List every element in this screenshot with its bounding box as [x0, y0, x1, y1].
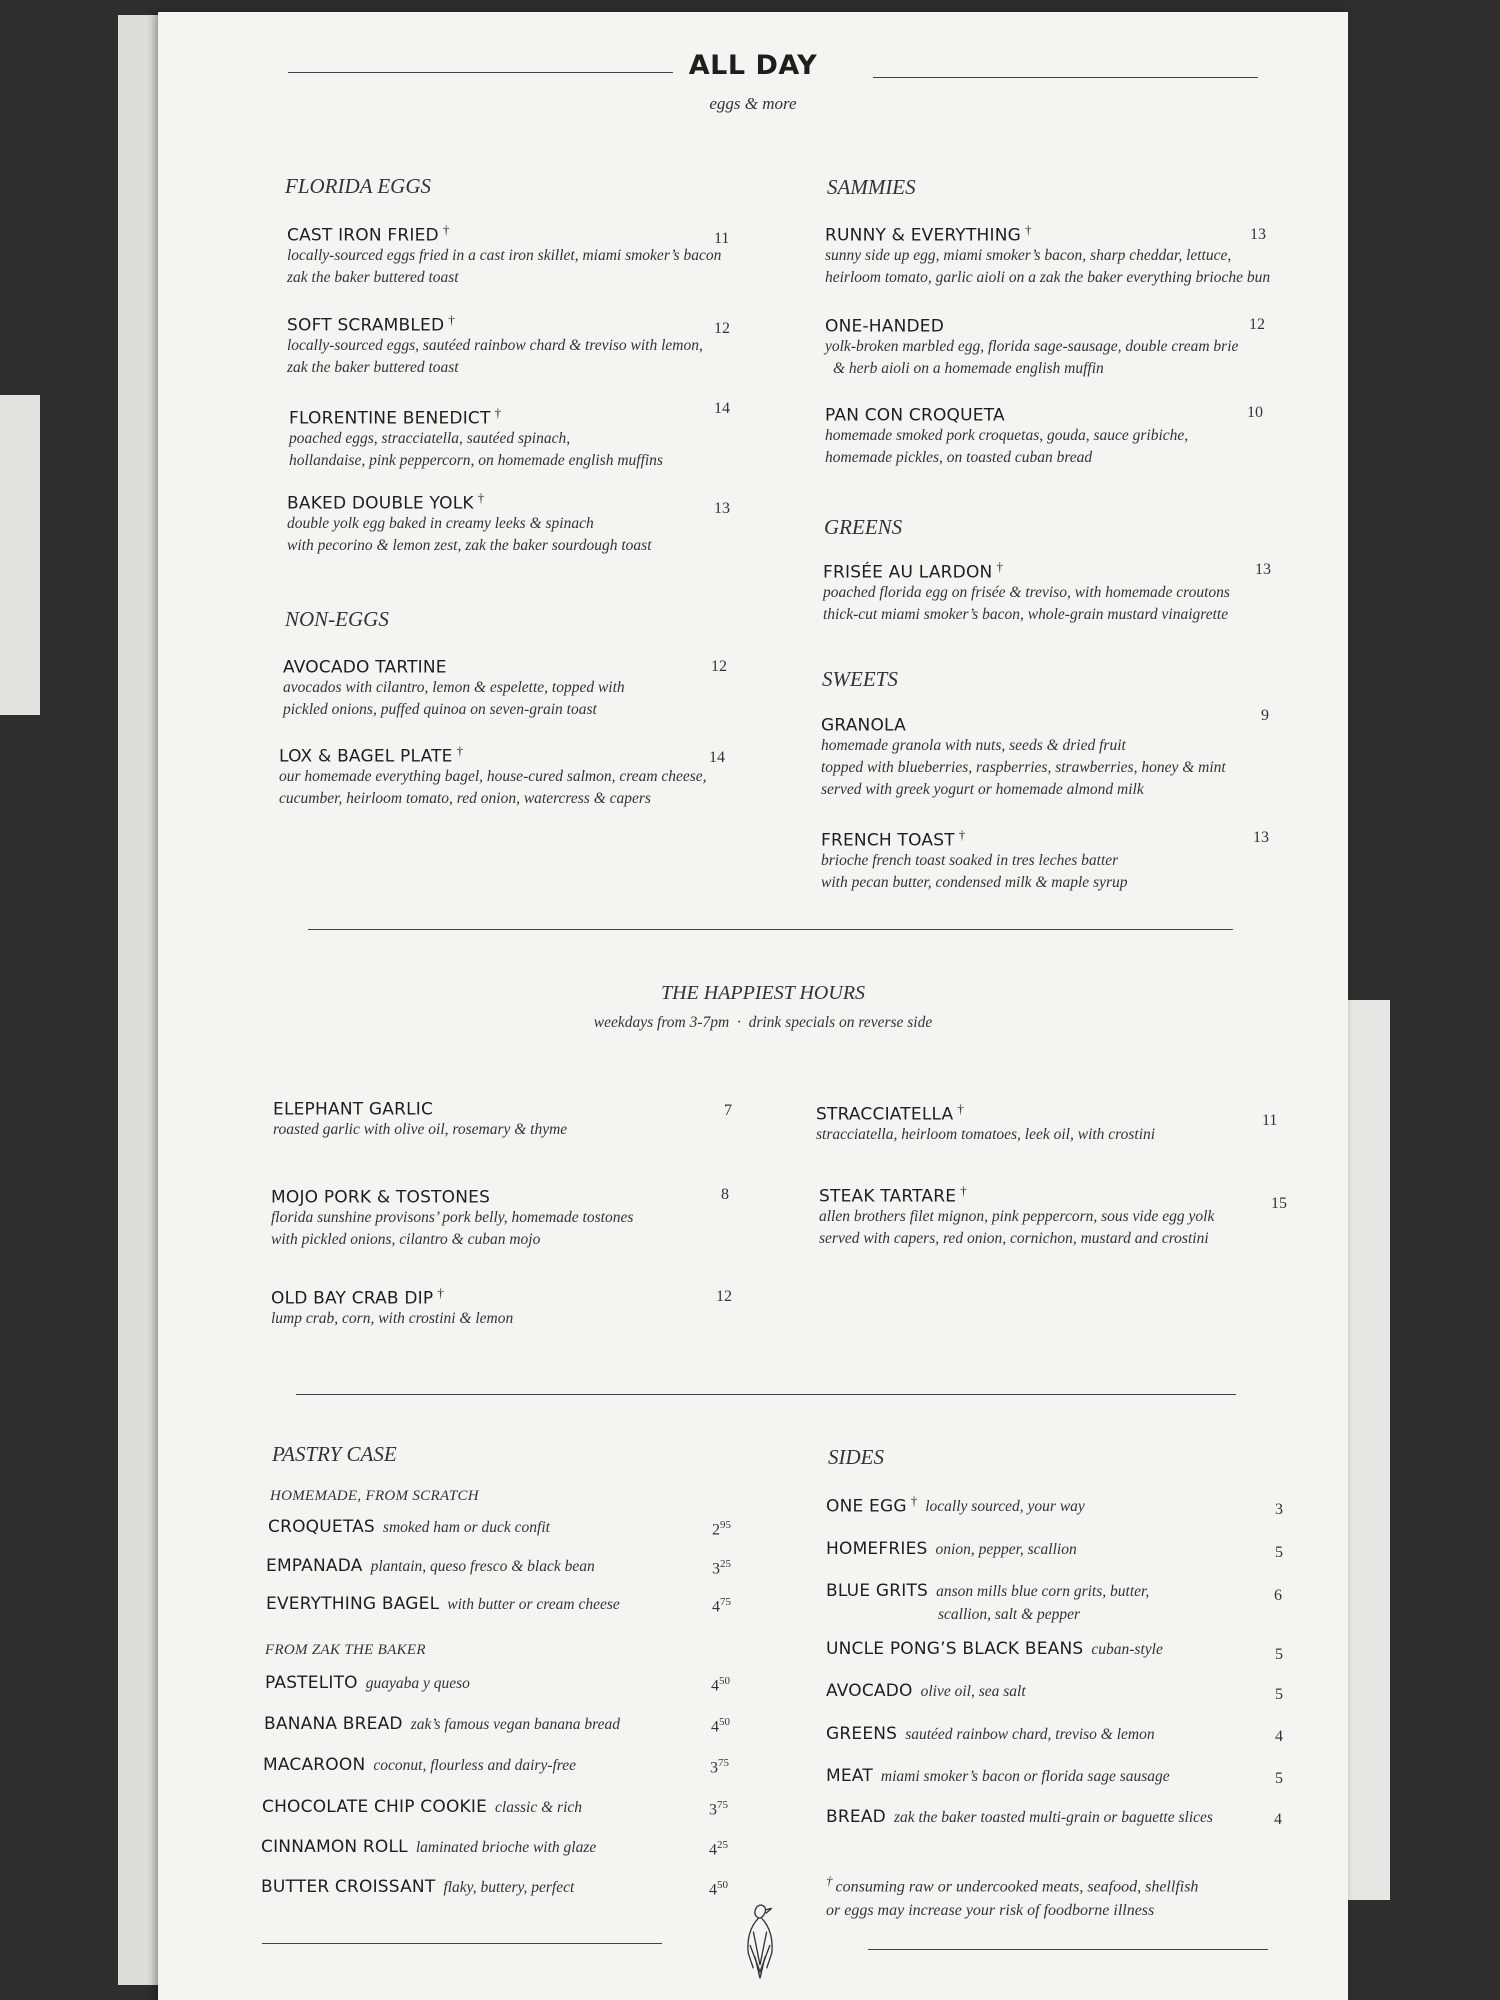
- note-line: consuming raw or undercooked meats, seafood, shellfish: [835, 1878, 1199, 1896]
- menu-item: [825, 222, 1305, 289]
- item-name: MACAROON: [263, 1755, 366, 1775]
- item-description: served with capers, red onion, cornichon, mustard and crostini: [819, 1230, 1209, 1248]
- item-price: 9: [1261, 707, 1269, 724]
- item-description: brioche french toast soaked in tres leches batter: [821, 852, 1119, 870]
- pastry-row: [266, 1556, 595, 1576]
- item-name: GREENS: [826, 1724, 898, 1744]
- item-description: homemade pickles, on toasted cuban bread: [825, 449, 1093, 467]
- side-row: [826, 1766, 1170, 1786]
- item-description: avocados with cilantro, lemon & espelette, topped with: [283, 679, 625, 697]
- menu-item: [283, 654, 723, 721]
- price-cents: 50: [719, 1716, 730, 1728]
- dagger-mark: †: [958, 827, 966, 842]
- item-name: ONE EGG: [826, 1496, 907, 1517]
- pastry-group-label: FROM ZAK THE BAKER: [265, 1642, 426, 1658]
- menu-item: [816, 1101, 1276, 1146]
- pastry-row: [265, 1673, 470, 1693]
- item-description: anson mills blue corn grits, butter,: [936, 1583, 1150, 1600]
- side-row: [826, 1539, 1077, 1559]
- side-row: [826, 1807, 1213, 1827]
- item-description: laminated brioche with glaze: [415, 1839, 597, 1856]
- item-description: homemade granola with nuts, seeds & dried fruit: [821, 737, 1126, 755]
- price-dollars: 3: [712, 1560, 720, 1578]
- item-description: pickled onions, puffed quinoa on seven-grain toast: [283, 701, 597, 719]
- item-price: 10: [1247, 404, 1263, 421]
- pastry-row: [262, 1797, 582, 1817]
- menu-subtitle: eggs & more: [709, 94, 797, 113]
- item-name: STEAK TARTARE: [819, 1186, 957, 1207]
- item-price: 14: [714, 400, 730, 417]
- price-cents: 25: [717, 1839, 728, 1851]
- item-price: [710, 1757, 729, 1777]
- menu-item: [271, 1285, 731, 1330]
- item-price: 5: [1275, 1544, 1283, 1561]
- price-dollars: 4: [711, 1718, 719, 1736]
- item-description: & herb aioli on a homemade english muffin: [833, 360, 1104, 378]
- dagger-mark: †: [448, 312, 455, 327]
- price-dollars: 4: [709, 1841, 717, 1859]
- item-description: double yolk egg baked in creamy leeks & spinach: [287, 515, 594, 533]
- item-description: florida sunshine provisons’ pork belly, homemade tostones: [271, 1209, 634, 1227]
- footer-rule-left: [262, 1943, 662, 1944]
- item-name: EMPANADA: [266, 1556, 363, 1576]
- item-description: with pickled onions, cilantro & cuban mojo: [271, 1231, 541, 1249]
- section-sides: SIDES: [828, 1445, 884, 1469]
- item-name: MEAT: [826, 1766, 873, 1786]
- footer-rule-right: [868, 1949, 1268, 1950]
- item-price: [709, 1799, 728, 1819]
- divider-rule: [296, 1394, 1236, 1395]
- item-name: BUTTER CROISSANT: [261, 1877, 436, 1897]
- item-price: 15: [1271, 1195, 1287, 1212]
- item-description: guayaba y queso: [365, 1675, 470, 1692]
- item-description: lump crab, corn, with crostini & lemon: [271, 1310, 514, 1328]
- item-price: [709, 1879, 728, 1899]
- item-price: 4: [1275, 1728, 1283, 1745]
- menu-item: [279, 743, 739, 810]
- menu-item: [821, 712, 1281, 801]
- section-sweets: SWEETS: [822, 667, 898, 691]
- item-description: olive oil, sea salt: [920, 1683, 1026, 1700]
- price-cents: 75: [720, 1596, 731, 1608]
- item-name: FLORENTINE BENEDICT: [289, 408, 491, 429]
- item-name: BLUE GRITS: [826, 1581, 929, 1601]
- pastry-row: [264, 1714, 620, 1734]
- dagger-mark: †: [957, 1101, 964, 1116]
- item-name: HOMEFRIES: [826, 1539, 928, 1559]
- item-name: CAST IRON FRIED: [287, 225, 439, 246]
- menu-item: [287, 490, 727, 557]
- price-cents: 95: [720, 1519, 731, 1531]
- bird-logo-icon: [735, 1890, 785, 1990]
- price-cents: 75: [718, 1757, 729, 1769]
- dagger-mark: †: [437, 1285, 444, 1300]
- section-florida-eggs: FLORIDA EGGS: [285, 174, 432, 198]
- item-description: hollandaise, pink peppercorn, on homemade english muffins: [289, 452, 663, 470]
- item-price: 12: [711, 658, 727, 675]
- section-greens: GREENS: [824, 515, 903, 539]
- item-name: FRISÉE AU LARDON: [823, 562, 993, 583]
- menu-item: [289, 405, 729, 472]
- item-name: AVOCADO: [826, 1681, 913, 1701]
- item-price: 13: [1253, 829, 1269, 846]
- section-sammies: SAMMIES: [827, 175, 916, 199]
- item-description: cucumber, heirloom tomato, red onion, watercress & capers: [279, 790, 651, 808]
- menu-item: [271, 1184, 731, 1251]
- dagger-mark: †: [1025, 222, 1032, 237]
- item-name: PASTELITO: [265, 1673, 358, 1693]
- item-description: locally-sourced eggs fried in a cast iron skillet, miami smoker’s bacon: [287, 247, 722, 265]
- menu-item: [825, 313, 1265, 380]
- section-happiest-hours: THE HAPPIEST HOURS: [660, 982, 866, 1004]
- item-name: ONE-HANDED: [825, 316, 945, 337]
- item-description: zak’s famous vegan banana bread: [410, 1716, 620, 1733]
- item-name: BAKED DOUBLE YOLK: [287, 493, 474, 514]
- dagger-mark: †: [456, 743, 464, 758]
- item-description: allen brothers filet mignon, pink peppercorn, sous vide egg yolk: [819, 1208, 1215, 1226]
- item-price: 5: [1275, 1646, 1283, 1663]
- item-price: 11: [1262, 1112, 1278, 1129]
- item-description: with pecan butter, condensed milk & maple syrup: [821, 874, 1128, 892]
- price-cents: 50: [719, 1675, 730, 1687]
- item-name: GRANOLA: [821, 715, 906, 736]
- pastry-row: [266, 1594, 620, 1614]
- item-description: locally-sourced eggs, sautéed rainbow chard & treviso with lemon,: [287, 337, 703, 355]
- item-price: 7: [724, 1102, 732, 1119]
- item-name: UNCLE PONG’S BLACK BEANS: [826, 1639, 1084, 1659]
- price-dollars: 4: [712, 1598, 720, 1616]
- item-description: yolk-broken marbled egg, florida sage-sausage, double cream brie: [825, 338, 1239, 356]
- item-price: 8: [721, 1186, 729, 1203]
- item-price: 13: [1255, 561, 1271, 578]
- dagger-mark: †: [494, 405, 502, 420]
- price-dollars: 3: [710, 1759, 718, 1777]
- pastry-row: [261, 1837, 596, 1857]
- side-row: [826, 1681, 1026, 1701]
- item-name: SOFT SCRAMBLED: [287, 315, 445, 336]
- pastry-row: [268, 1517, 550, 1537]
- dagger-mark: †: [826, 1873, 833, 1888]
- price-cents: 25: [720, 1558, 731, 1570]
- side-row: [826, 1581, 1149, 1601]
- item-price: 5: [1275, 1686, 1283, 1703]
- section-non-eggs: NON-EGGS: [285, 607, 389, 631]
- item-description: sautéed rainbow chard, treviso & lemon: [905, 1726, 1155, 1743]
- item-name: FRENCH TOAST: [821, 830, 955, 851]
- paper-stack-left: [0, 395, 40, 715]
- item-name: PAN CON CROQUETA: [825, 405, 1005, 426]
- item-description: with pecorino & lemon zest, zak the baker sourdough toast: [287, 537, 652, 555]
- side-row: [826, 1639, 1163, 1659]
- item-description: onion, pepper, scallion: [935, 1541, 1077, 1558]
- section-pastry-case: PASTRY CASE: [272, 1442, 397, 1466]
- divider-rule: [308, 929, 1233, 930]
- item-price: 12: [716, 1288, 732, 1305]
- item-description: roasted garlic with olive oil, rosemary & thyme: [273, 1121, 568, 1139]
- item-description: our homemade everything bagel, house-cured salmon, cream cheese,: [279, 768, 707, 786]
- item-price: 3: [1275, 1501, 1283, 1518]
- item-description: thick-cut miami smoker’s bacon, whole-grain mustard vinaigrette: [823, 606, 1229, 624]
- price-cents: 50: [717, 1879, 728, 1891]
- menu-title: ALL DAY: [688, 50, 818, 81]
- dagger-mark: †: [477, 490, 485, 505]
- item-name: BANANA BREAD: [264, 1714, 403, 1734]
- side-row: [826, 1493, 1085, 1516]
- item-price: [709, 1839, 728, 1859]
- item-name: CROQUETAS: [268, 1517, 375, 1537]
- menu-item: [273, 1096, 733, 1141]
- item-price: [711, 1716, 730, 1736]
- food-safety-note: [826, 1869, 1198, 1923]
- item-price: 14: [709, 749, 725, 766]
- menu-page: [158, 12, 1348, 2000]
- happy-hours-subheading: weekdays from 3-7pm · drink specials on reverse side: [593, 1014, 933, 1031]
- item-name: RUNNY & EVERYTHING: [825, 225, 1022, 246]
- item-description: classic & rich: [495, 1799, 583, 1816]
- item-name: CHOCOLATE CHIP COOKIE: [262, 1797, 488, 1817]
- item-price: 4: [1274, 1811, 1282, 1828]
- item-name: EVERYTHING BAGEL: [266, 1594, 440, 1614]
- dagger-mark: †: [910, 1493, 918, 1508]
- item-name: MOJO PORK & TOSTONES: [271, 1187, 491, 1208]
- item-description: heirloom tomato, garlic aioli on a zak the baker everything brioche bun: [825, 269, 1271, 287]
- item-description: served with greek yogurt or homemade almond milk: [821, 781, 1144, 799]
- note-line: or eggs may increase your risk of foodborne illness: [826, 1902, 1155, 1920]
- item-description: zak the baker buttered toast: [287, 269, 459, 287]
- menu-item: [819, 1183, 1279, 1250]
- price-cents: 75: [717, 1799, 728, 1811]
- dagger-mark: †: [960, 1183, 967, 1198]
- side-row: [826, 1724, 1155, 1744]
- item-description: miami smoker’s bacon or florida sage sausage: [880, 1768, 1170, 1785]
- pastry-group-label: HOMEMADE, FROM SCRATCH: [270, 1488, 479, 1504]
- price-dollars: 4: [709, 1881, 717, 1899]
- pastry-row: [261, 1877, 574, 1897]
- item-name: CINNAMON ROLL: [261, 1837, 408, 1857]
- item-name: OLD BAY CRAB DIP: [271, 1288, 434, 1309]
- dagger-mark: †: [996, 559, 1003, 574]
- item-description: homemade smoked pork croquetas, gouda, sauce gribiche,: [825, 427, 1189, 445]
- pastry-row: [263, 1755, 576, 1775]
- item-description: plantain, queso fresco & black bean: [370, 1558, 595, 1575]
- price-dollars: 4: [711, 1677, 719, 1695]
- item-price: [712, 1558, 731, 1578]
- menu-item: [825, 402, 1265, 469]
- item-description: with butter or cream cheese: [447, 1596, 620, 1613]
- item-description: topped with blueberries, raspberries, strawberries, honey & mint: [821, 759, 1226, 777]
- price-dollars: 3: [709, 1801, 717, 1819]
- price-dollars: 2: [712, 1521, 720, 1539]
- item-price: 13: [1250, 226, 1266, 243]
- item-name: LOX & BAGEL PLATE: [279, 746, 453, 767]
- item-description: cuban-style: [1091, 1641, 1163, 1658]
- item-price: 12: [1249, 316, 1265, 333]
- menu-item: [821, 827, 1281, 894]
- item-price: 6: [1274, 1587, 1282, 1604]
- item-description: smoked ham or duck confit: [382, 1519, 550, 1536]
- item-name: BREAD: [826, 1807, 886, 1827]
- item-price: [712, 1596, 731, 1616]
- item-name: AVOCADO TARTINE: [283, 657, 447, 678]
- item-description: stracciatella, heirloom tomatoes, leek oil, with crostini: [816, 1126, 1156, 1144]
- menu-item: [287, 312, 727, 379]
- dagger-mark: †: [442, 222, 450, 237]
- item-price: 5: [1275, 1770, 1283, 1787]
- item-description: poached eggs, stracciatella, sautéed spinach,: [289, 430, 571, 448]
- item-description: sunny side up egg, miami smoker’s bacon, sharp cheddar, lettuce,: [825, 247, 1232, 265]
- item-description: poached florida egg on frisée & treviso, with homemade croutons: [823, 584, 1230, 602]
- menu-item: [287, 222, 730, 289]
- item-price: 13: [714, 500, 730, 517]
- item-price: 11: [714, 230, 730, 247]
- item-description: scallion, salt & pepper: [938, 1606, 1081, 1623]
- item-description: zak the baker toasted multi-grain or baguette slices: [893, 1809, 1213, 1826]
- item-name: STRACCIATELLA: [816, 1104, 954, 1125]
- item-name: ELEPHANT GARLIC: [273, 1099, 434, 1120]
- menu-item: [823, 559, 1283, 626]
- item-price: [711, 1675, 730, 1695]
- item-description: coconut, flourless and dairy-free: [373, 1757, 577, 1774]
- item-description: zak the baker buttered toast: [287, 359, 459, 377]
- item-price: 12: [714, 320, 730, 337]
- item-price: [712, 1519, 731, 1539]
- item-description: flaky, buttery, perfect: [443, 1879, 575, 1896]
- item-description: locally sourced, your way: [925, 1498, 1085, 1516]
